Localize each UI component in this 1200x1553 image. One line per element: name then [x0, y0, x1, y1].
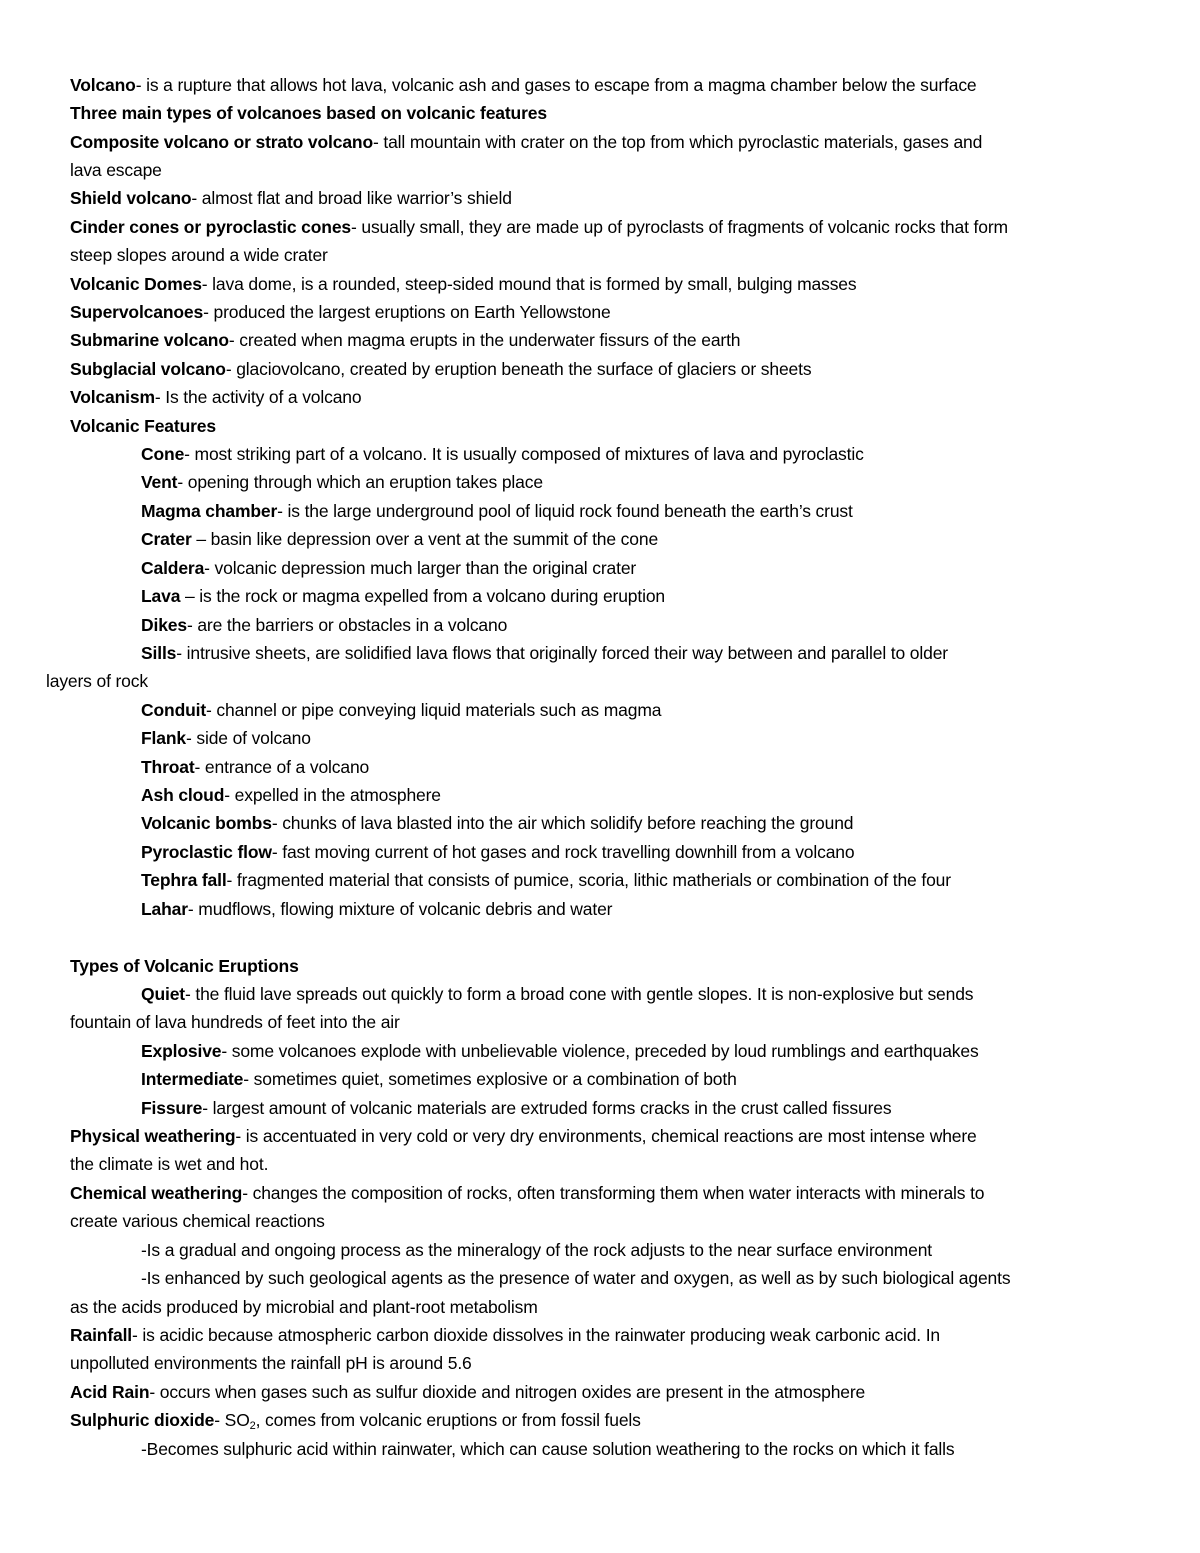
- term: Sills: [141, 643, 177, 663]
- definition-line: [141, 1097, 1140, 1119]
- term: Throat: [141, 757, 195, 777]
- term: Volcano: [70, 75, 136, 95]
- definition: - fragmented material that consists of pumice, scoria, lithic matherials or combination of the four: [226, 870, 951, 890]
- heading-text: Volcanic Features: [70, 416, 216, 436]
- term: Acid Rain: [70, 1382, 150, 1402]
- definition: - SO: [214, 1410, 250, 1430]
- definition-line: [141, 500, 1140, 522]
- definition-line: [141, 869, 1140, 891]
- term: Rainfall: [70, 1325, 133, 1345]
- definition: - Is the activity of a volcano: [154, 387, 362, 407]
- term: Composite volcano or strato volcano: [70, 132, 373, 152]
- definition: - created when magma erupts in the underwater fissurs of the earth: [228, 330, 741, 350]
- continuation-line: [70, 1352, 1140, 1374]
- term: Physical weathering: [70, 1126, 236, 1146]
- continuation-line: [70, 1296, 1140, 1318]
- term: Cinder cones or pyroclastic cones: [70, 217, 351, 237]
- definition-line: [70, 1125, 1140, 1147]
- definition-line: [141, 557, 1140, 579]
- term: Flank: [141, 728, 186, 748]
- definition-line: [141, 727, 1140, 749]
- definition: steep slopes around a wide crater: [70, 245, 328, 265]
- definition: - changes the composition of rocks, often transforming them when water interacts with minerals to: [242, 1183, 985, 1203]
- definition: - fast moving current of hot gases and rock travelling downhill from a volcano: [271, 842, 855, 862]
- definition: - mudflows, flowing mixture of volcanic debris and water: [187, 899, 613, 919]
- term: Tephra fall: [141, 870, 227, 890]
- continuation-line: [70, 1011, 1140, 1033]
- continuation-line: [70, 159, 1140, 181]
- definition: - entrance of a volcano: [194, 757, 370, 777]
- term: Pyroclastic flow: [141, 842, 272, 862]
- definition: - lava dome, is a rounded, steep-sided mound that is formed by small, bulging masses: [201, 274, 857, 294]
- definition: - is accentuated in very cold or very dry environments, chemical reactions are most intense where: [235, 1126, 977, 1146]
- definition: - largest amount of volcanic materials are extruded forms cracks in the crust called fissures: [202, 1098, 892, 1118]
- definition-line: [141, 983, 1140, 1005]
- section-heading: [70, 955, 1140, 977]
- definition: the climate is wet and hot.: [70, 1154, 269, 1174]
- definition-line: [70, 386, 1140, 408]
- term: Subglacial volcano: [70, 359, 226, 379]
- heading-text: Types of Volcanic Eruptions: [70, 956, 299, 976]
- definition: layers of rock: [46, 671, 148, 691]
- definition-line: [141, 841, 1140, 863]
- definition-line: [141, 699, 1140, 721]
- term: Magma chamber: [141, 501, 278, 521]
- term: Cone: [141, 444, 185, 464]
- definition: - channel or pipe conveying liquid materials such as magma: [206, 700, 662, 720]
- definition-line: [141, 585, 1140, 607]
- continuation-line: [70, 1210, 1140, 1232]
- term: Volcanic Domes: [70, 274, 202, 294]
- definition-line: [141, 1068, 1140, 1090]
- term: Quiet: [141, 984, 185, 1004]
- bullet-line: [141, 1438, 1140, 1460]
- section-heading: [70, 415, 1140, 437]
- definition: -Becomes sulphuric acid within rainwater, which can cause solution weathering to the rocks on which it falls: [141, 1439, 955, 1459]
- definition: – basin like depression over a vent at the summit of the cone: [191, 529, 659, 549]
- definition: fountain of lava hundreds of feet into the air: [70, 1012, 400, 1032]
- definition-line: [141, 1040, 1140, 1062]
- definition: unpolluted environments the rainfall pH is around 5.6: [70, 1353, 472, 1373]
- definition: - is a rupture that allows hot lava, volcanic ash and gases to escape from a magma chamber below the surface: [135, 75, 977, 95]
- definition: as the acids produced by microbial and plant-root metabolism: [70, 1297, 538, 1317]
- definition-line: [70, 1324, 1140, 1346]
- definition: - volcanic depression much larger than the original crater: [204, 558, 637, 578]
- definition: - almost flat and broad like warrior’s shield: [191, 188, 512, 208]
- definition: - most striking part of a volcano. It is usually composed of mixtures of lava and pyroclastic: [184, 444, 864, 464]
- definition-line: [70, 1381, 1140, 1403]
- term: Submarine volcano: [70, 330, 229, 350]
- definition: create various chemical reactions: [70, 1211, 325, 1231]
- definition-tail: , comes from volcanic eruptions or from fossil fuels: [255, 1410, 641, 1430]
- term: Shield volcano: [70, 188, 192, 208]
- definition-line: [141, 812, 1140, 834]
- definition: - the fluid lave spreads out quickly to form a broad cone with gentle slopes. It is non-explosive but sends: [184, 984, 974, 1004]
- term: Crater: [141, 529, 192, 549]
- term: Conduit: [141, 700, 207, 720]
- definition: - are the barriers or obstacles in a volcano: [186, 615, 508, 635]
- definition-line: [70, 1182, 1140, 1204]
- continuation-line: [70, 1153, 1140, 1175]
- definition: - is acidic because atmospheric carbon dioxide dissolves in the rainwater producing weak carbonic acid. In: [132, 1325, 941, 1345]
- term: Explosive: [141, 1041, 222, 1061]
- definition-line: [70, 216, 1140, 238]
- definition-line: [70, 131, 1140, 153]
- definition: - tall mountain with crater on the top from which pyroclastic materials, gases and: [373, 132, 983, 152]
- heading-text: Three main types of volcanoes based on volcanic features: [70, 103, 547, 123]
- term: Chemical weathering: [70, 1183, 243, 1203]
- definition: -Is a gradual and ongoing process as the mineralogy of the rock adjusts to the near surface environment: [141, 1240, 932, 1260]
- definition: - glaciovolcano, created by eruption beneath the surface of glaciers or sheets: [225, 359, 812, 379]
- definition: -Is enhanced by such geological agents as the presence of water and oxygen, as well as by such biological agents: [141, 1268, 1011, 1288]
- definition: - produced the largest eruptions on Earth Yellowstone: [203, 302, 611, 322]
- term: Intermediate: [141, 1069, 244, 1089]
- definition: - usually small, they are made up of pyroclasts of fragments of volcanic rocks that form: [350, 217, 1008, 237]
- continuation-line: [46, 670, 1140, 692]
- definition-line: [70, 74, 1140, 96]
- continuation-line: [70, 244, 1140, 266]
- definition: - sometimes quiet, sometimes explosive or a combination of both: [243, 1069, 737, 1089]
- definition-line: [141, 528, 1140, 550]
- term: Vent: [141, 472, 178, 492]
- term: Dikes: [141, 615, 187, 635]
- term: Ash cloud: [141, 785, 225, 805]
- term: Caldera: [141, 558, 205, 578]
- definition: - intrusive sheets, are solidified lava flows that originally forced their way between and parallel to older: [176, 643, 948, 663]
- definition: - some volcanoes explode with unbelievable violence, preceded by loud rumblings and earthquakes: [221, 1041, 979, 1061]
- definition-line: [141, 471, 1140, 493]
- term: Fissure: [141, 1098, 203, 1118]
- definition-line: [70, 358, 1140, 380]
- term: Volcanism: [70, 387, 155, 407]
- definition-line: [70, 1409, 1140, 1437]
- section-heading: [70, 102, 1140, 124]
- definition: - side of volcano: [185, 728, 311, 748]
- definition-line: [70, 273, 1140, 295]
- definition: - occurs when gases such as sulfur dioxide and nitrogen oxides are present in the atmosphere: [149, 1382, 866, 1402]
- definition: - opening through which an eruption takes place: [177, 472, 543, 492]
- term: Supervolcanoes: [70, 302, 204, 322]
- definition: - chunks of lava blasted into the air which solidify before reaching the ground: [271, 813, 854, 833]
- subscript: 2: [249, 1420, 256, 1432]
- term: Lahar: [141, 899, 188, 919]
- definition: lava escape: [70, 160, 162, 180]
- definition-line: [141, 756, 1140, 778]
- term: Volcanic bombs: [141, 813, 272, 833]
- definition-line: [70, 329, 1140, 351]
- definition-line: [141, 443, 1140, 465]
- definition-line: [70, 301, 1140, 323]
- bullet-line: [141, 1267, 1140, 1289]
- definition-line: [141, 898, 1140, 920]
- bullet-line: [141, 1239, 1140, 1261]
- definition: – is the rock or magma expelled from a volcano during eruption: [180, 586, 665, 606]
- term: Sulphuric dioxide: [70, 1410, 215, 1430]
- definition-line: [141, 642, 1140, 664]
- term: Lava: [141, 586, 181, 606]
- definition-line: [70, 187, 1140, 209]
- definition-line: [141, 614, 1140, 636]
- definition-line: [141, 784, 1140, 806]
- definition: - is the large underground pool of liquid rock found beneath the earth’s crust: [277, 501, 853, 521]
- definition: - expelled in the atmosphere: [224, 785, 441, 805]
